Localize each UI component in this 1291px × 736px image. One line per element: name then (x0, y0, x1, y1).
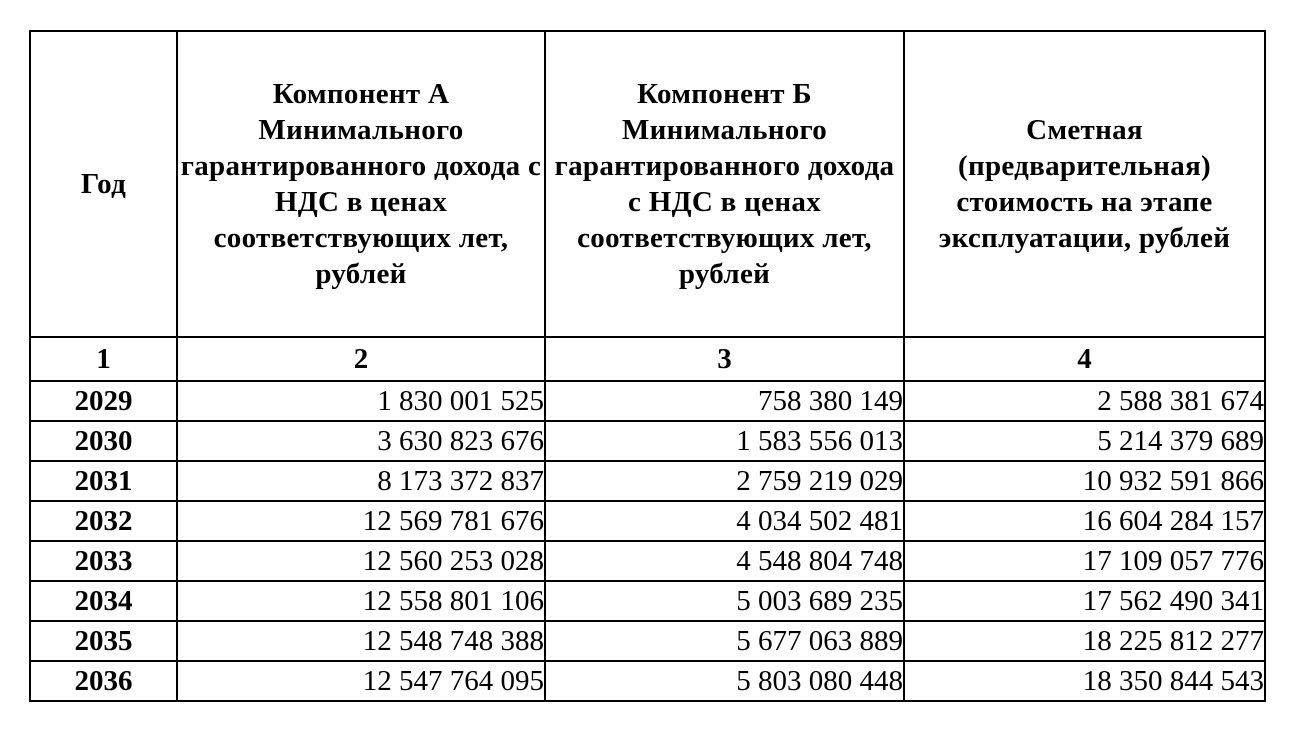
year-cell: 2036 (30, 661, 177, 701)
header-year: Год (30, 31, 177, 337)
estimated-cost-cell: 16 604 284 157 (904, 501, 1265, 541)
year-cell: 2031 (30, 461, 177, 501)
year-cell: 2035 (30, 621, 177, 661)
component-a-cell: 12 560 253 028 (177, 541, 545, 581)
table-row (30, 541, 1265, 581)
estimated-cost-cell: 17 562 490 341 (904, 581, 1265, 621)
component-a-cell: 1 830 001 525 (177, 381, 545, 421)
component-b-cell: 4 034 502 481 (545, 501, 904, 541)
estimated-cost-cell: 18 225 812 277 (904, 621, 1265, 661)
estimated-cost-cell: 2 588 381 674 (904, 381, 1265, 421)
column-number: 2 (177, 337, 545, 381)
year-cell: 2033 (30, 541, 177, 581)
estimated-cost-cell: 5 214 379 689 (904, 421, 1265, 461)
table-body (30, 381, 1265, 701)
header-row (30, 31, 1265, 337)
table-row (30, 581, 1265, 621)
table-header (30, 31, 1265, 381)
year-cell: 2030 (30, 421, 177, 461)
table-row (30, 661, 1265, 701)
component-a-cell: 8 173 372 837 (177, 461, 545, 501)
year-cell: 2034 (30, 581, 177, 621)
column-number: 4 (904, 337, 1265, 381)
component-a-cell: 12 548 748 388 (177, 621, 545, 661)
component-b-cell: 5 677 063 889 (545, 621, 904, 661)
header-component-a: Компонент А Минимального гарантированного дохода с НДС в ценах соответствующих лет, рублей (177, 31, 545, 337)
year-cell: 2032 (30, 501, 177, 541)
header-component-b: Компонент Б Минимального гарантированного дохода с НДС в ценах соответствующих лет, рублей (545, 31, 904, 337)
column-number: 1 (30, 337, 177, 381)
component-b-cell: 2 759 219 029 (545, 461, 904, 501)
estimated-cost-cell: 17 109 057 776 (904, 541, 1265, 581)
component-b-cell: 1 583 556 013 (545, 421, 904, 461)
table-row (30, 421, 1265, 461)
column-number: 3 (545, 337, 904, 381)
table-row (30, 461, 1265, 501)
year-cell: 2029 (30, 381, 177, 421)
component-b-cell: 758 380 149 (545, 381, 904, 421)
component-a-cell: 3 630 823 676 (177, 421, 545, 461)
component-b-cell: 4 548 804 748 (545, 541, 904, 581)
column-number-row (30, 337, 1265, 381)
component-a-cell: 12 569 781 676 (177, 501, 545, 541)
component-b-cell: 5 803 080 448 (545, 661, 904, 701)
table-row (30, 381, 1265, 421)
component-a-cell: 12 547 764 095 (177, 661, 545, 701)
header-estimated-cost: Сметная (предварительная) стоимость на этапе эксплуатации, рублей (904, 31, 1265, 337)
component-a-cell: 12 558 801 106 (177, 581, 545, 621)
estimated-cost-cell: 18 350 844 543 (904, 661, 1265, 701)
table-row (30, 621, 1265, 661)
income-table (29, 30, 1266, 702)
component-b-cell: 5 003 689 235 (545, 581, 904, 621)
table-row (30, 501, 1265, 541)
estimated-cost-cell: 10 932 591 866 (904, 461, 1265, 501)
